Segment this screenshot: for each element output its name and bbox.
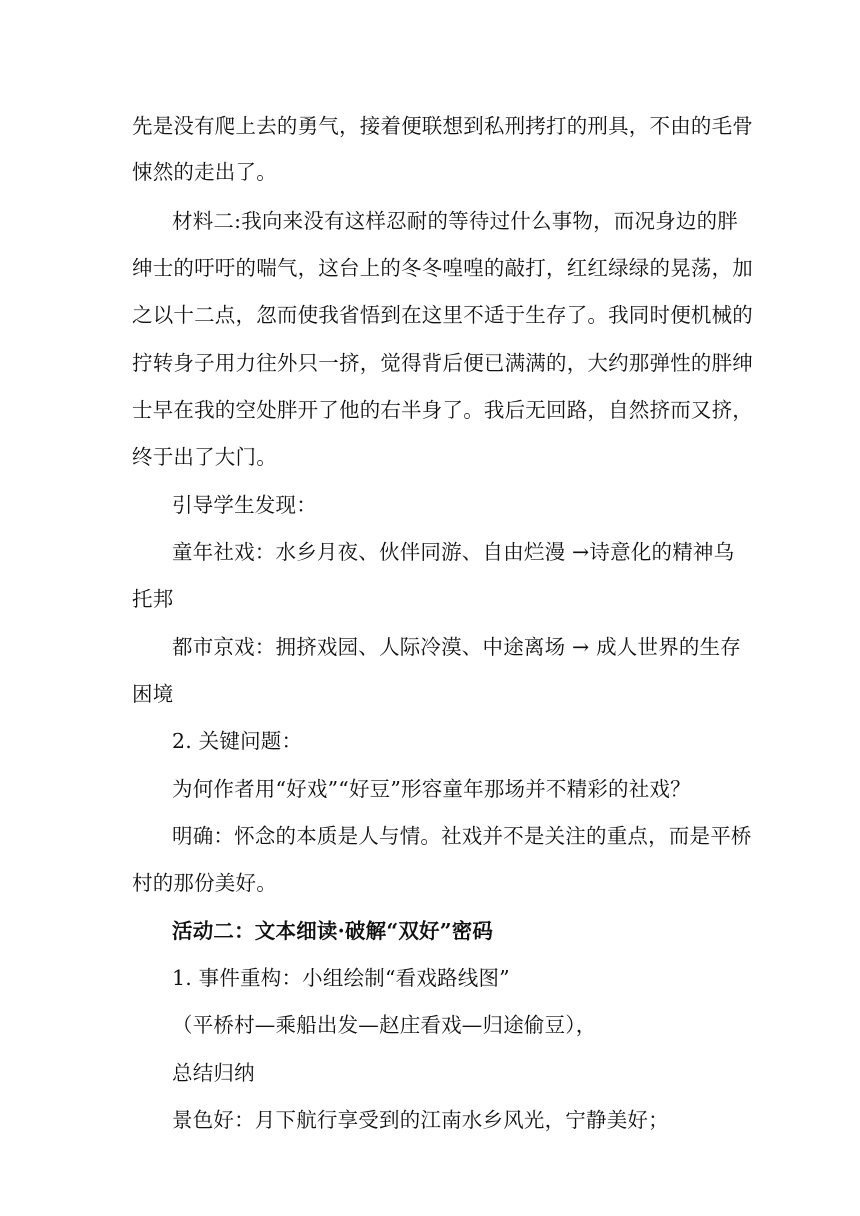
paragraph-line: 托邦 [132,587,174,611]
paragraph-line: 先是没有爬上去的勇气，接着便联想到私刑拷打的刑具，不由的毛骨 [132,114,753,138]
paragraph-line: 绅士的吁吁的喘气，这台上的冬冬喤喤的敲打，红红绿绿的晃荡，加 [132,256,753,280]
paragraph-line: 士早在我的空处胖开了他的右半身了。我后无回路，自然挤而又挤， [132,398,753,422]
event-reconstruction-line: 1. 事件重构：小组绘制“看戏路线图” [172,966,510,990]
summary-heading: 总结归纳 [172,1061,255,1085]
guide-heading: 引导学生发现： [172,493,317,517]
scenery-line: 景色好：月下航行享受到的江南水乡风光，宁静美好； [172,1108,669,1132]
paragraph-line: 拧转身子用力往外只一挤，觉得背后便已满满的，大约那弹性的胖绅 [132,351,753,375]
answer-line: 明确：怀念的本质是人与情。社戏并不是关注的重点，而是平桥 [172,824,752,848]
childhood-opera-line: 童年社戏：水乡月夜、伙伴同游、自由烂漫 →诗意化的精神乌 [172,540,735,564]
route-line: （平桥村—乘船出发—赵庄看戏—归途偷豆）， [172,1013,597,1037]
paragraph-line: 困境 [132,682,174,706]
activity-two-heading: 活动二：文本细读·破解“双好”密码 [172,919,494,943]
city-opera-line: 都市京戏：拥挤戏园、人际冷漠、中途离场 → 成人世界的生存 [172,635,742,659]
key-question-heading: 2. 关键问题： [172,729,303,753]
paragraph-line: 村的那份美好。 [132,871,277,895]
paragraph-line: 终于出了大门。 [132,445,277,469]
paragraph-line: 悚然的走出了。 [132,160,277,184]
paragraph-line: 之以十二点，忽而使我省悟到在这里不适于生存了。我同时便机械的 [132,303,753,327]
material-two-line: 材料二:我向来没有这样忍耐的等待过什么事物，而况身边的胖 [172,209,739,233]
question-line: 为何作者用“好戏”“好豆”形容童年那场并不精彩的社戏？ [172,777,691,801]
